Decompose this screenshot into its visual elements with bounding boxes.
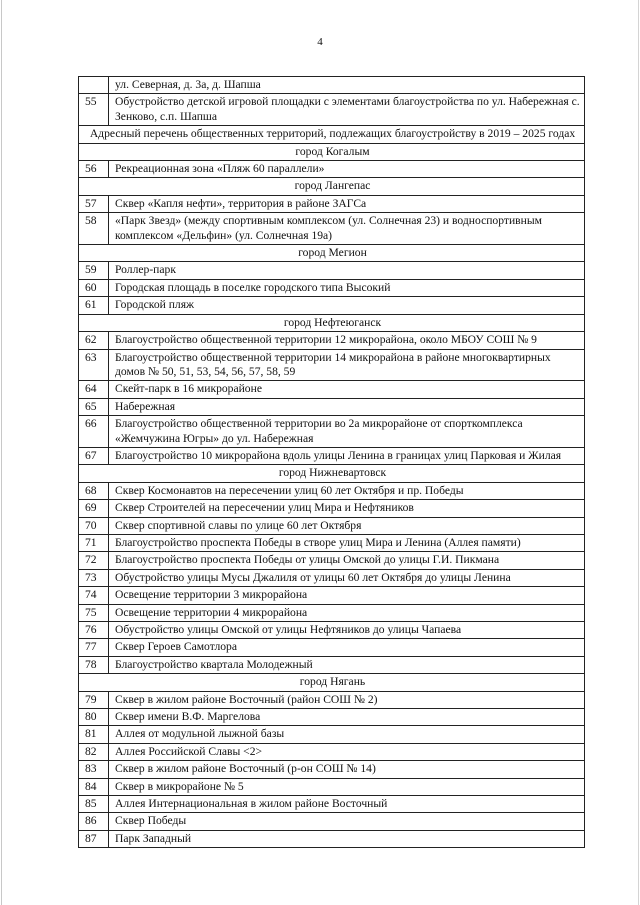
city-section-row [79,314,585,331]
territory-name: Аллея от модульной лыжной базы [109,726,585,743]
page-edge-left [1,0,2,905]
territory-name: Освещение территории 4 микрорайона [109,604,585,621]
row-number: 75 [79,604,109,621]
city-heading: город Когалым [79,143,585,160]
row-number: 78 [79,656,109,673]
row-number: 60 [79,279,109,296]
table-row [79,778,585,795]
table-row [79,349,585,381]
row-number: 63 [79,349,109,381]
table-row [79,552,585,569]
row-number: 55 [79,94,109,126]
table-header-row [79,126,585,143]
table-row [79,195,585,212]
territory-name: Благоустройство 10 микрорайона вдоль улицы Ленина в границах улиц Парковая и Жилая [109,447,585,464]
territory-name: Благоустройство общественной территории 12 микрорайона, около МБОУ СОШ № 9 [109,332,585,349]
table-row [79,796,585,813]
territory-name: Сквер «Капля нефти», территория в районе ЗАГСа [109,195,585,212]
territory-name: Скейт-парк в 16 микрорайоне [109,381,585,398]
city-heading: город Лангепас [79,178,585,195]
table-row [79,604,585,621]
row-number: 61 [79,297,109,314]
row-number: 71 [79,534,109,551]
row-number: 77 [79,639,109,656]
row-number: 86 [79,813,109,830]
row-number: 76 [79,622,109,639]
row-number: 87 [79,830,109,847]
territory-name: Обустройство улицы Мусы Джалиля от улицы 60 лет Октября до улицы Ленина [109,569,585,586]
city-section-row [79,178,585,195]
territory-name: Благоустройство общественной территории 14 микрорайона в районе многоквартирных домов № 50, 51, 53, 54, 56, 57, 58, 59 [109,349,585,381]
territory-name: Сквер имени В.Ф. Маргелова [109,709,585,726]
row-number: 80 [79,709,109,726]
territory-name: Благоустройство общественной территории во 2а микрорайоне от спорткомплекса «Жемчужина Югры» до ул. Набережная [109,416,585,448]
territory-name: Сквер в микрорайоне № 5 [109,778,585,795]
table-row [79,709,585,726]
table-row [79,213,585,245]
territory-name: Городской пляж [109,297,585,314]
territory-name: Сквер в жилом районе Восточный (р-он СОШ № 14) [109,761,585,778]
row-number: 65 [79,398,109,415]
city-heading: город Нижневартовск [79,465,585,482]
row-number: 84 [79,778,109,795]
territory-name: Городская площадь в поселке городского типа Высокий [109,279,585,296]
table-row [79,279,585,296]
table-row [79,447,585,464]
territory-name: ул. Северная, д. 3а, д. Шапша [109,77,585,94]
territory-name: Сквер Строителей на пересечении улиц Мира и Нефтяников [109,500,585,517]
row-number: 67 [79,447,109,464]
list-heading: Адресный перечень общественных территорий, подлежащих благоустройству в 2019 – 2025 годах [79,126,585,143]
table-row [79,77,585,94]
row-number: 59 [79,262,109,279]
row-number: 79 [79,691,109,708]
territory-name: Сквер в жилом районе Восточный (район СОШ № 2) [109,691,585,708]
territory-table-body [79,77,585,848]
row-number: 56 [79,161,109,178]
row-number [79,77,109,94]
territory-name: Обустройство улицы Омской от улицы Нефтяников до улицы Чапаева [109,622,585,639]
table-row [79,726,585,743]
table-row [79,517,585,534]
table-row [79,398,585,415]
territory-table [78,76,585,848]
row-number: 69 [79,500,109,517]
row-number: 70 [79,517,109,534]
territory-name: Сквер Героев Самотлора [109,639,585,656]
table-row [79,813,585,830]
table-row [79,416,585,448]
table-row [79,262,585,279]
city-section-row [79,245,585,262]
territory-name: Благоустройство проспекта Победы в створе улиц Мира и Ленина (Аллея памяти) [109,534,585,551]
territory-name: Благоустройство квартала Молодежный [109,656,585,673]
row-number: 58 [79,213,109,245]
table-row [79,94,585,126]
page-edge-right [638,0,639,905]
table-row [79,830,585,847]
territory-name: Сквер Победы [109,813,585,830]
table-row [79,161,585,178]
table-row [79,743,585,760]
city-section-row [79,674,585,691]
territory-name: Обустройство детской игровой площадки с элементами благоустройства по ул. Набережная с. Зенково, с.п. Шапша [109,94,585,126]
table-row [79,691,585,708]
territory-name: Сквер спортивной славы по улице 60 лет Октября [109,517,585,534]
territory-name: «Парк Звезд» (между спортивным комплексом (ул. Солнечная 23) и водноспортивным комплексом «Дельфин» (ул. Солнечная 19а) [109,213,585,245]
table-row [79,656,585,673]
row-number: 73 [79,569,109,586]
territory-name: Освещение территории 3 микрорайона [109,587,585,604]
table-row [79,500,585,517]
city-section-row [79,465,585,482]
row-number: 82 [79,743,109,760]
table-row [79,482,585,499]
row-number: 81 [79,726,109,743]
row-number: 57 [79,195,109,212]
territory-name: Аллея Интернациональная в жилом районе Восточный [109,796,585,813]
table-row [79,297,585,314]
row-number: 83 [79,761,109,778]
table-row [79,639,585,656]
table-row [79,381,585,398]
city-heading: город Нягань [79,674,585,691]
row-number: 74 [79,587,109,604]
row-number: 85 [79,796,109,813]
territory-name: Роллер-парк [109,262,585,279]
row-number: 72 [79,552,109,569]
row-number: 64 [79,381,109,398]
page-number: 4 [317,36,323,48]
table-row [79,622,585,639]
row-number: 62 [79,332,109,349]
table-row [79,587,585,604]
row-number: 66 [79,416,109,448]
table-row [79,761,585,778]
territory-name: Аллея Российской Славы <2> [109,743,585,760]
city-heading: город Мегион [79,245,585,262]
city-section-row [79,143,585,160]
city-heading: город Нефтеюганск [79,314,585,331]
table-row [79,534,585,551]
territory-name: Парк Западный [109,830,585,847]
row-number: 68 [79,482,109,499]
table-row [79,569,585,586]
territory-name: Рекреационная зона «Пляж 60 параллели» [109,161,585,178]
territory-name: Благоустройство проспекта Победы от улицы Омской до улицы Г.И. Пикмана [109,552,585,569]
territory-name: Набережная [109,398,585,415]
table-row [79,332,585,349]
territory-name: Сквер Космонавтов на пересечении улиц 60 лет Октября и пр. Победы [109,482,585,499]
